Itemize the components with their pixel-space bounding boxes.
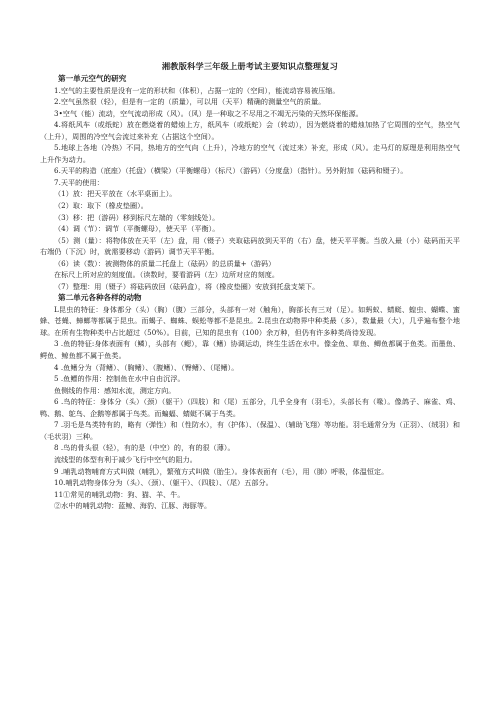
paragraph: 5.地球上各地（冷热）不同，热地方的空气向（上升），冷地方的空气（流过来）补充，形成（风）。走马灯的原理是利用热空气上升作为动力。 <box>40 143 460 164</box>
paragraph: 4 .鱼鳍分为（背鳍）、（胸鳍）、（腹鳍）、（臀鳍）、（尾鳍）。 <box>54 362 239 372</box>
paragraph: 鱼侧线的作用：感知水流，测定方向。 <box>54 385 176 395</box>
paragraph: 6 .鸟的特征：身体分（头）（颈）（躯干）（四肢）和（尾）五部分，几乎全身有（羽毛），头部长有（喙）。像鸽子、麻雀、鸡、鸭、鹅、鸵鸟、企鹅等都属于鸟类。而蝙蝠、蜻蜓不属于鸟类。 <box>40 397 460 418</box>
paragraph: 在标尺上所对应的刻度值。（读数时，要看游码（左）边所对应的刻度。 <box>54 270 280 280</box>
section-heading-2: 第二单元各种各样的动物 <box>58 293 142 303</box>
paragraph: 5 .鱼鳔的作用：控制鱼在水中自由沉浮。 <box>54 374 185 384</box>
paragraph: 7 .羽毛是鸟类特有的，略有（弹性）和（性防水），有（护体）、（保温）、（辅助飞翔）等功能。羽毛通常分为（正羽）、（绒羽）和（毛状羽）三种。 <box>40 420 460 441</box>
paragraph: 9 .哺乳动物哺育方式叫做（哺乳），繁殖方式叫做（胎生）。身体表面有（毛），用（肺）呼吸，体温恒定。 <box>54 466 389 476</box>
paragraph: （4）调（节）：调节（平衡螺母），使天平（平衡）。 <box>54 224 220 234</box>
paragraph: L昆虫的特征：身体都分（头）（胸）（腹）三部分，头部有一对（触角），胸部长有三对（足）。如蚂蚁、蜻蜓、蝗虫、蝴蝶、蜜蜂、苍蝇、蟑螂等都属于昆虫。而蝎子、蜘蛛、蜈蚣等都不是昆虫。2.昆虫在动物界中种类最（多），数量最（大），几乎遍布整个地球。在所有生物种类中占比超过（50%）。目前，已知的昆虫有（100）余万种，但仍有许多种类尚待发现。 <box>40 304 460 337</box>
paragraph: （7）整理：用（镊子）将砝码放回（砝码盒），将（橡皮垫圈）安放到托盘支架下。 <box>54 281 320 291</box>
paragraph: 11①常见的哺乳动物：狗、猫、羊、牛。 <box>54 489 185 499</box>
paragraph: （5）测（量）：将物体放在天平（左）盘，用（镊子）夹取砝码放到天平的（右）盘，使天平平衡。当放入最（小）砝码而天平右端仍（下沉）时，就需要移动（游码）调节天平平衡。 <box>40 235 460 257</box>
paragraph: 6.天平的构造（底座）（托盘）（横梁）（平衡螺母）（标尺）（游码）（分度盘）（指针）。另外附加（砝码和镊子）。 <box>54 166 408 176</box>
paragraph: 流线型的体型有利于减少飞行中空气的阻力。 <box>54 454 197 464</box>
paragraph: 3 .鱼的特征:身体表面有（鳞），头部有（鳃），靠（鳍）协调运动，终生生活在水中。像金鱼、草鱼、鲫鱼都属于鱼类。而墨鱼、鳄鱼、鲸鱼都不属于鱼类。 <box>40 339 460 361</box>
paragraph: 3•空气（能）流动，空气流动形成（风）。（风）是一种取之不尽用之不竭无污染的天然环保能源。 <box>54 108 363 118</box>
paragraph: 2.空气虽然很（轻），但是有一定的（质量），可以用（天平）精确的测量空气的质量。 <box>54 97 326 107</box>
paragraph: （6）读（数）：被测物体的质量二托盘上（砝码）的总质量+（游码） <box>54 258 276 268</box>
document-page <box>40 60 460 512</box>
section-heading-1: 第一单元空气的研究 <box>58 74 127 83</box>
paragraph: 10.哺乳动物身体分为（头）、（颈）、（躯干）、（四肢）、（尾）五部分。 <box>54 478 273 488</box>
paragraph: 7.天平的使用： <box>54 177 104 187</box>
paragraph: 8 .鸟的骨头很（轻），有的是（中空）的，有的很（薄）。 <box>54 443 235 453</box>
paragraph: （2）取：取下（橡皮垫圈）。 <box>54 200 148 210</box>
paragraph: （3）移：把（游码）移到标尺左端的（零刻线处）。 <box>54 212 220 222</box>
paragraph: ②水中的哺乳动物：蓝鲸、海豹、江豚、海豚等。 <box>54 501 212 511</box>
document-title: 湘教版科学三年级上册考试主要知识点整理复习 <box>161 61 339 71</box>
paragraph: 1.空气的主要性质是没有一定的形状和（体积），占据一定的（空间），能流动容易被压缩。 <box>54 85 340 95</box>
paragraph: （1）放：把天平放在（水平桌面上）。 <box>54 189 177 199</box>
paragraph: 4.将纸风车（或纸蛇）放在燃烧着的蜡烛上方，纸风车（或纸蛇）会（转动），因为燃烧着的蜡烛加热了它周围的空气，热空气（上升），周围的冷空气会流过来补充（占据这个空间）。 <box>40 120 460 141</box>
